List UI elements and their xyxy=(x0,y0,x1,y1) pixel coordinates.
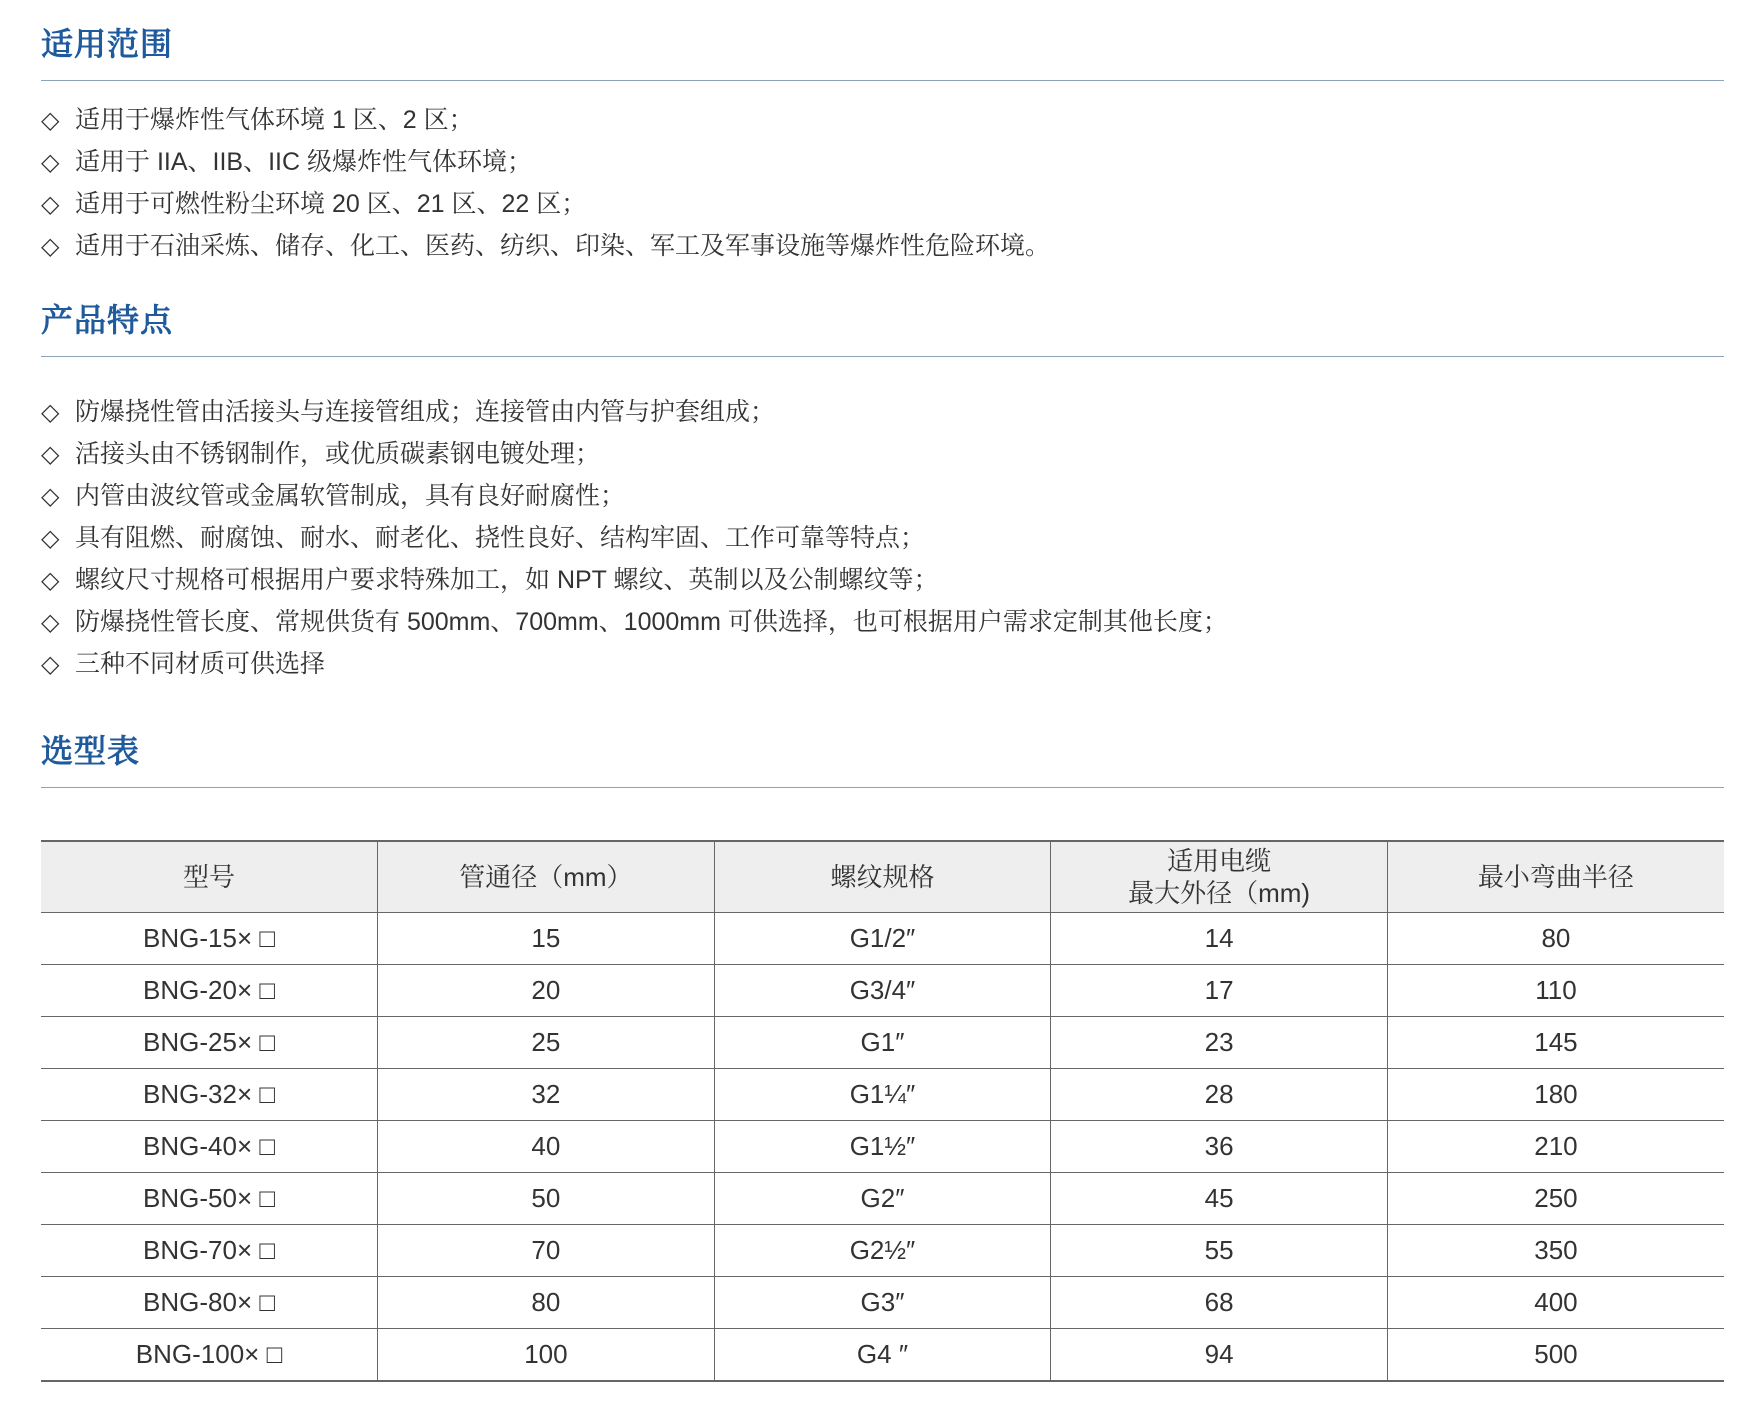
cell-thread: G1¼″ xyxy=(714,1069,1051,1121)
cell-bend-radius: 500 xyxy=(1387,1329,1724,1382)
cell-thread: G3″ xyxy=(714,1277,1051,1329)
list-item-text: 适用于爆炸性气体环境 1 区、2 区； xyxy=(75,106,474,134)
table-row xyxy=(41,965,1724,1017)
cell-cable-od: 68 xyxy=(1051,1277,1388,1329)
diamond-bullet-icon: ◇ xyxy=(41,483,60,510)
cell-bore: 80 xyxy=(378,1277,715,1329)
table-row xyxy=(41,1173,1724,1225)
cell-model: BNG-80× □ xyxy=(41,1277,378,1329)
cell-model: BNG-25× □ xyxy=(41,1017,378,1069)
header-cable-od-line2: 最大外径（mm) xyxy=(1128,878,1311,908)
cell-cable-od: 55 xyxy=(1051,1225,1388,1277)
cell-bend-radius: 180 xyxy=(1387,1069,1724,1121)
cell-bore: 40 xyxy=(378,1121,715,1173)
list-item xyxy=(41,517,1724,559)
section-title-features: 产品特点 xyxy=(41,302,174,338)
cell-model: BNG-20× □ xyxy=(41,965,378,1017)
selection-table xyxy=(41,840,1724,1382)
diamond-bullet-icon: ◇ xyxy=(41,107,60,134)
cell-model: BNG-100× □ xyxy=(41,1329,378,1382)
section-title-selection: 选型表 xyxy=(41,733,141,769)
cell-bore: 20 xyxy=(378,965,715,1017)
cell-bend-radius: 250 xyxy=(1387,1173,1724,1225)
list-item xyxy=(41,475,1724,517)
list-item-text: 内管由波纹管或金属软管制成，具有良好耐腐性； xyxy=(75,482,626,510)
table-row xyxy=(41,913,1724,965)
list-item-text: 螺纹尺寸规格可根据用户要求特殊加工，如 NPT 螺纹、英制以及公制螺纹等； xyxy=(75,566,939,594)
scope-section xyxy=(41,22,1724,267)
list-item-text: 防爆挠性管长度、常规供货有 500mm、700mm、1000mm 可供选择，也可根据用户需求定制其他长度； xyxy=(75,608,1228,636)
cell-thread: G3/4″ xyxy=(714,965,1051,1017)
section-title-scope: 适用范围 xyxy=(41,26,174,62)
list-item xyxy=(41,643,1724,685)
list-item-text: 适用于 IIA、IIB、IIC 级爆炸性气体环境； xyxy=(75,148,532,176)
table-row xyxy=(41,1277,1724,1329)
list-item-text: 活接头由不锈钢制作，或优质碳素钢电镀处理； xyxy=(75,440,601,468)
list-item xyxy=(41,559,1724,601)
cell-model: BNG-40× □ xyxy=(41,1121,378,1173)
cell-cable-od: 28 xyxy=(1051,1069,1388,1121)
section-divider xyxy=(41,356,1724,357)
cell-bore: 25 xyxy=(378,1017,715,1069)
cell-bend-radius: 210 xyxy=(1387,1121,1724,1173)
table-row xyxy=(41,1121,1724,1173)
scope-list xyxy=(41,99,1724,267)
list-item xyxy=(41,99,1724,141)
table-row xyxy=(41,1225,1724,1277)
list-item-text: 三种不同材质可供选择 xyxy=(75,650,326,678)
cell-thread: G4 ″ xyxy=(714,1329,1051,1382)
cell-model: BNG-32× □ xyxy=(41,1069,378,1121)
diamond-bullet-icon: ◇ xyxy=(41,399,60,426)
diamond-bullet-icon: ◇ xyxy=(41,233,60,260)
cell-bend-radius: 110 xyxy=(1387,965,1724,1017)
list-item xyxy=(41,601,1724,643)
cell-cable-od: 94 xyxy=(1051,1329,1388,1382)
cell-thread: G1/2″ xyxy=(714,913,1051,965)
header-bore: 管通径（mm） xyxy=(378,841,715,913)
selection-section xyxy=(41,729,1724,788)
diamond-bullet-icon: ◇ xyxy=(41,609,60,636)
cell-thread: G1½″ xyxy=(714,1121,1051,1173)
cell-thread: G1″ xyxy=(714,1017,1051,1069)
list-item xyxy=(41,433,1724,475)
cell-bend-radius: 350 xyxy=(1387,1225,1724,1277)
diamond-bullet-icon: ◇ xyxy=(41,651,60,678)
header-thread: 螺纹规格 xyxy=(714,841,1051,913)
cell-cable-od: 17 xyxy=(1051,965,1388,1017)
cell-cable-od: 14 xyxy=(1051,913,1388,965)
table-row xyxy=(41,1069,1724,1121)
cell-bend-radius: 145 xyxy=(1387,1017,1724,1069)
list-item-text: 适用于石油采炼、储存、化工、医药、纺织、印染、军工及军事设施等爆炸性危险环境。 xyxy=(75,232,1051,260)
cell-bore: 32 xyxy=(378,1069,715,1121)
cell-bend-radius: 400 xyxy=(1387,1277,1724,1329)
section-divider xyxy=(41,787,1724,788)
diamond-bullet-icon: ◇ xyxy=(41,191,60,218)
header-cable-od xyxy=(1051,841,1388,913)
list-item xyxy=(41,183,1724,225)
cell-bore: 15 xyxy=(378,913,715,965)
cell-cable-od: 23 xyxy=(1051,1017,1388,1069)
list-item xyxy=(41,391,1724,433)
list-item-text: 适用于可燃性粉尘环境 20 区、21 区、22 区； xyxy=(75,190,587,218)
list-item xyxy=(41,141,1724,183)
cell-thread: G2½″ xyxy=(714,1225,1051,1277)
list-item-text: 具有阻燃、耐腐蚀、耐水、耐老化、挠性良好、结构牢固、工作可靠等特点； xyxy=(75,524,926,552)
table-row xyxy=(41,1017,1724,1069)
features-list xyxy=(41,391,1724,685)
header-model: 型号 xyxy=(41,841,378,913)
cell-cable-od: 45 xyxy=(1051,1173,1388,1225)
diamond-bullet-icon: ◇ xyxy=(41,149,60,176)
cell-cable-od: 36 xyxy=(1051,1121,1388,1173)
table-header-row xyxy=(41,841,1724,913)
list-item xyxy=(41,225,1724,267)
cell-thread: G2″ xyxy=(714,1173,1051,1225)
cell-bend-radius: 80 xyxy=(1387,913,1724,965)
cell-bore: 70 xyxy=(378,1225,715,1277)
cell-model: BNG-15× □ xyxy=(41,913,378,965)
header-cable-od-line1: 适用电缆 xyxy=(1167,846,1272,876)
diamond-bullet-icon: ◇ xyxy=(41,525,60,552)
header-bend-radius: 最小弯曲半径 xyxy=(1387,841,1724,913)
section-divider xyxy=(41,80,1724,81)
cell-bore: 100 xyxy=(378,1329,715,1382)
list-item-text: 防爆挠性管由活接头与连接管组成；连接管由内管与护套组成； xyxy=(75,398,776,426)
features-section xyxy=(41,298,1724,685)
cell-model: BNG-50× □ xyxy=(41,1173,378,1225)
diamond-bullet-icon: ◇ xyxy=(41,441,60,468)
cell-model: BNG-70× □ xyxy=(41,1225,378,1277)
table-row xyxy=(41,1329,1724,1382)
cell-bore: 50 xyxy=(378,1173,715,1225)
diamond-bullet-icon: ◇ xyxy=(41,567,60,594)
